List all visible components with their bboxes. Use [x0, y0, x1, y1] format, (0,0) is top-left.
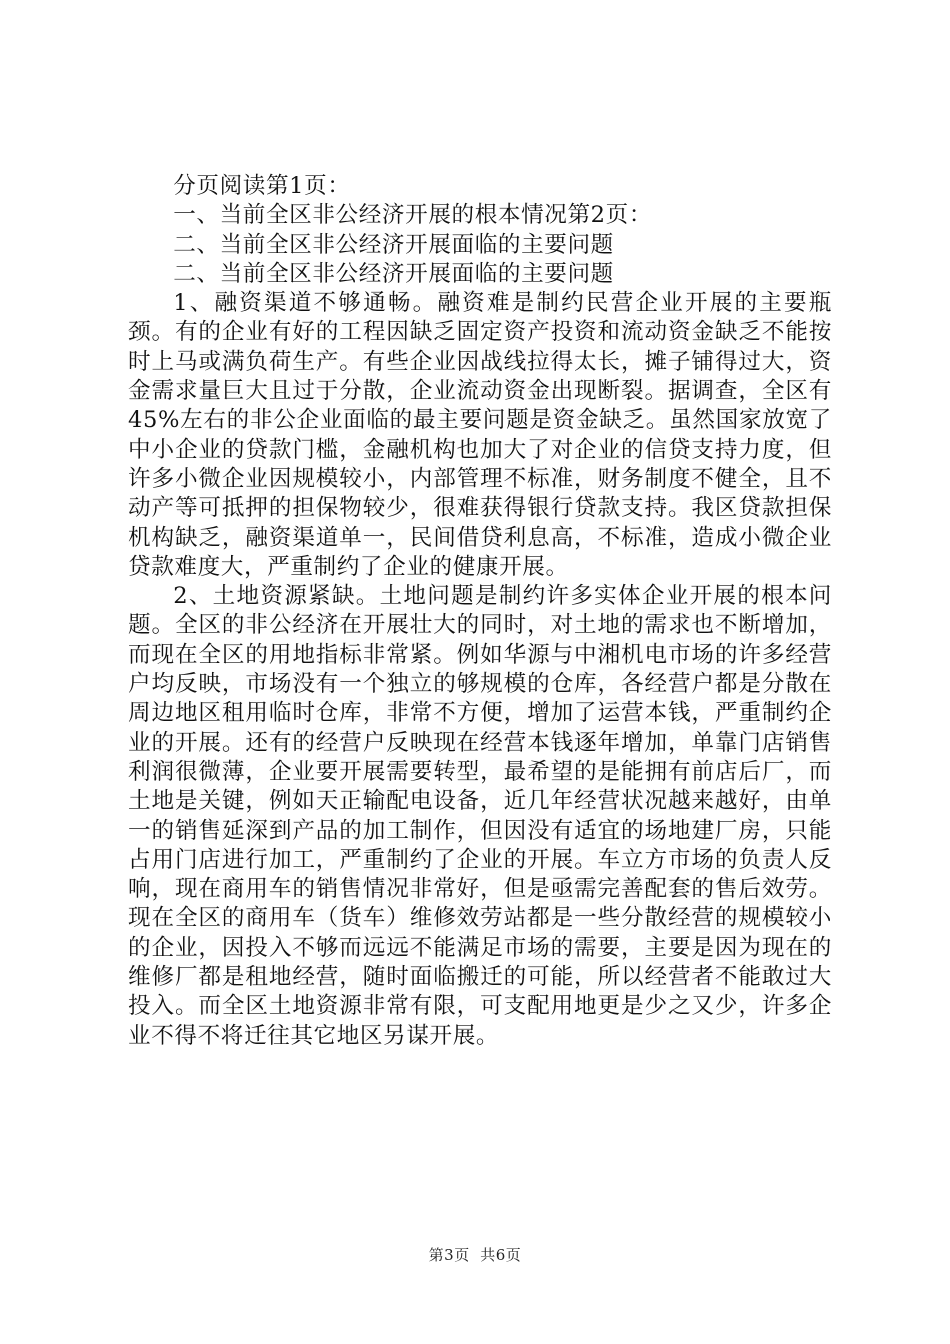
paragraph-land: 2、土地资源紧缺。土地问题是制约许多实体企业开展的根本问题。全区的非公经济在开展壮大的同时，对土地的需求也不断增加，而现在全区的用地指标非常紧。例如华源与中湘机电市场的许多经营户均反映，市场没有一个独立的够规模的仓库，各经营户都是分散在周边地区租用临时仓库，非常不方便，增加了运营本钱，严重制约企业的开展。还有的经营户反映现在经营本钱逐年增加，单靠门店销售利润很微薄，企业要开展需要转型，最希望的是能拥有前店后厂，而土地是关键，例如天正输配电设备，近几年经营状况越来越好，由单一的销售延深到产品的加工制作，但因没有适宜的场地建厂房，只能占用门店进行加工，严重制约了企业的开展。车立方市场的负责人反响，现在商用车的销售情况非常好，但是亟需完善配套的售后效劳。现在全区的商用车（货车）维修效劳站都是一些分散经营的规模较小的企业，因投入不够而远远不能满足市场的需要，主要是因为现在的维修厂都是租地经营，随时面临搬迁的可能，所以经营者不能敢过大投入。而全区土地资源非常有限，可支配用地更是少之又少，许多企业不得不将迁往其它地区另谋开展。	[128, 583, 832, 1049]
toc-line-3: 二、当前全区非公经济开展面临的主要问题	[173, 231, 614, 258]
page-number: 第3页	[428, 1246, 470, 1264]
section-heading: 二、当前全区非公经济开展面临的主要问题	[173, 260, 614, 287]
toc-line-2: 一、当前全区非公经济开展的根本情况第2页：	[173, 202, 653, 229]
page-total: 共6页	[480, 1246, 522, 1264]
document-body	[128, 172, 832, 1051]
toc-line-1: 分页阅读第1页：	[173, 173, 351, 199]
paragraph-financing: 1、融资渠道不够通畅。融资难是制约民营企业开展的主要瓶颈。有的企业有好的工程因缺乏固定资产投资和流动资金缺乏不能按时上马或满负荷生产。有些企业因战线拉得太长，摊子铺得过大，资金需求量巨大且过于分散，企业流动资金出现断裂。据调查，全区有45%左右的非公企业面临的最主要问题是资金缺乏。虽然国家放宽了中小企业的贷款门槛，金融机构也加大了对企业的信贷支持力度，但许多小微企业因规模较小，内部管理不标准，财务制度不健全，且不动产等可抵押的担保物较少，很难获得银行贷款支持。我区贷款担保机构缺乏，融资渠道单一，民间借贷利息高，不标准，造成小微企业贷款难度大，严重制约了企业的健康开展。	[128, 290, 832, 580]
page-footer	[0, 1244, 950, 1265]
